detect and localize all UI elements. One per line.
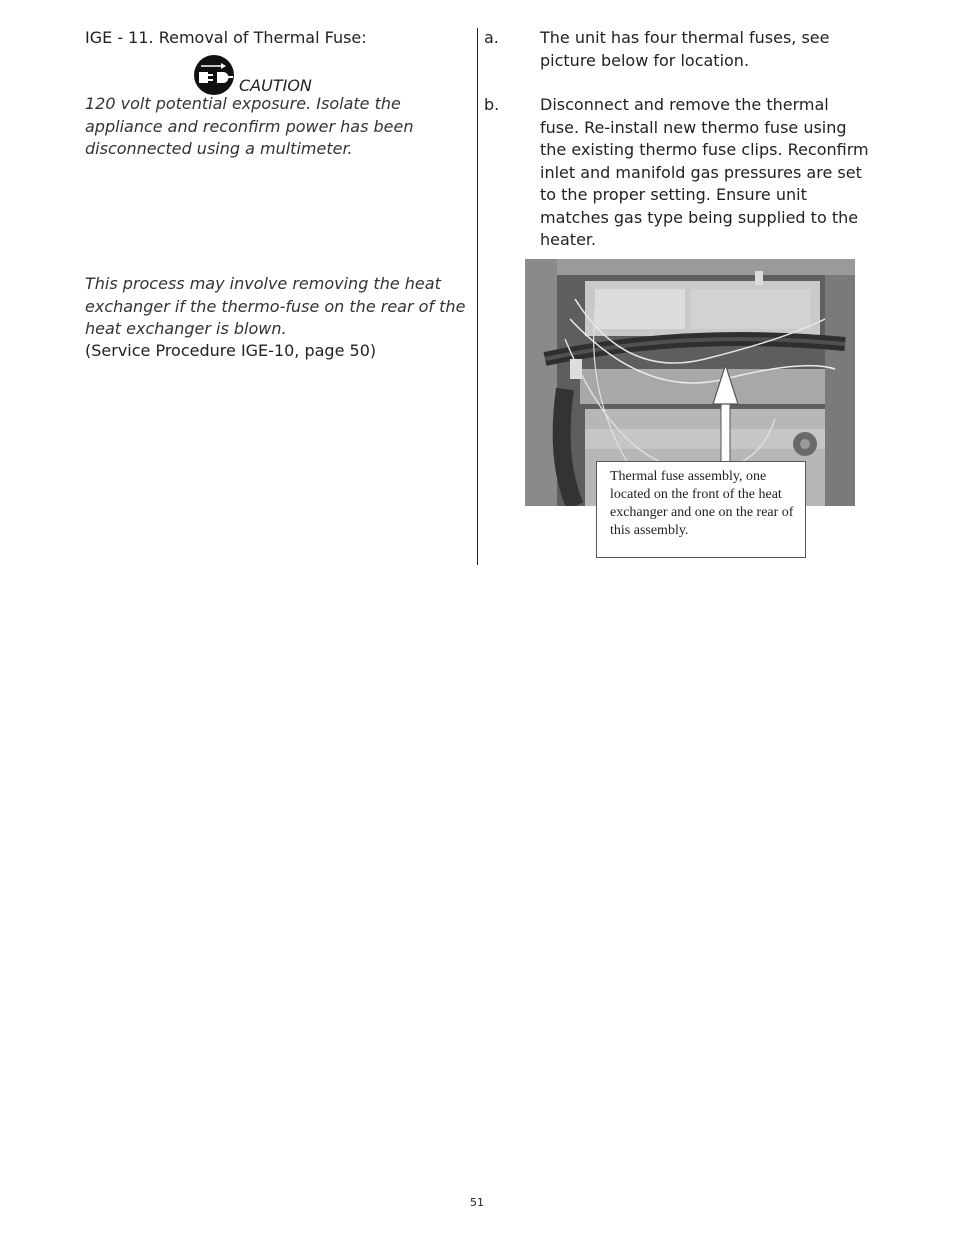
step-marker: b. — [484, 95, 500, 114]
photo-callout: Thermal fuse assembly, one located on the front of the heat exchanger and one on the rear of this assembly. — [596, 461, 806, 558]
column-divider — [477, 28, 478, 565]
caution-heading — [193, 52, 312, 96]
step-text: Disconnect and remove the thermal fuse. Re-install new thermo fuse using the existing thermo fuse clips. Reconfirm inlet and manifold gas pressures are set to the proper setting. Ensure unit matches gas type being supplied to the heater. — [540, 95, 869, 249]
step-marker: a. — [484, 28, 499, 47]
warning-text: 120 volt potential exposure. Isolate the appliance and reconfirm power has been disconnected using a multimeter. — [85, 94, 414, 158]
step-text: The unit has four thermal fuses, see picture below for location. — [540, 28, 830, 70]
section-title: IGE - 11. Removal of Thermal Fuse: — [85, 28, 367, 47]
caution-label: CAUTION — [239, 76, 312, 95]
note-text: This process may involve removing the heat exchanger if the thermo-fuse on the rear of the heat exchanger is blown. — [85, 274, 466, 338]
electrical-disconnect-icon — [193, 54, 235, 96]
page-number: 51 — [470, 1196, 484, 1209]
procedure-reference: (Service Procedure IGE-10, page 50) — [85, 341, 377, 360]
